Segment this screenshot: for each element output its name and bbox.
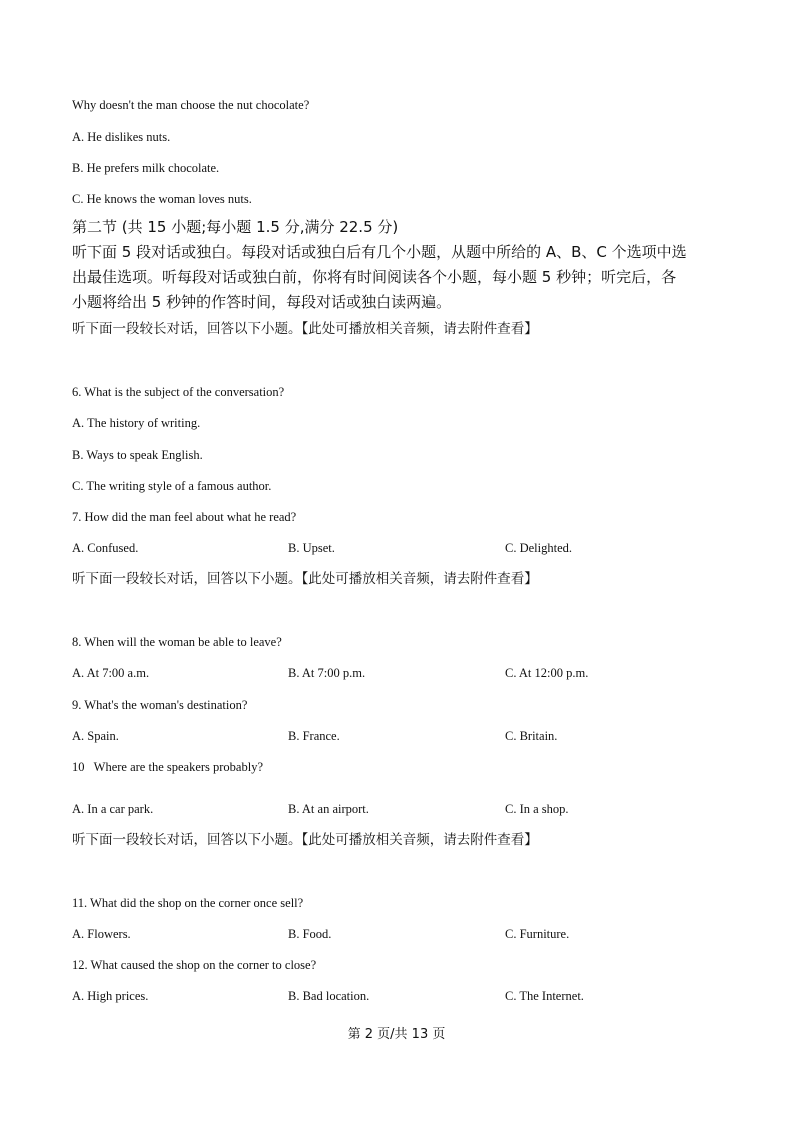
instructions-line-2: 出最佳选项。听每段对话或独白前，你将有时间阅读各个小题，每小题 5 秒钟；听完后，各 [72,268,677,286]
q10-option-a: A. In a car park. [72,802,154,816]
q9-option-b: B. France. [288,729,340,743]
audio-prompt-3: 听下面一段较长对话，回答以下小题。【此处可播放相关音频，请去附件查看】 [72,832,538,848]
page-number: 第 2 页/共 13 页 [347,1027,446,1042]
q5-option-a: A. He dislikes nuts. [72,130,171,144]
q5-option-b: B. He prefers milk chocolate. [72,161,220,175]
q6-option-b: B. Ways to speak English. [72,448,203,462]
q9-option-c: C. Britain. [505,729,558,743]
q7-option-c: C. Delighted. [505,541,573,555]
q6-option-c: C. The writing style of a famous author. [72,479,272,493]
q8-option-b: B. At 7:00 p.m. [288,666,366,680]
audio-prompt-2: 听下面一段较长对话，回答以下小题。【此处可播放相关音频，请去附件查看】 [72,571,538,587]
audio-prompt-1: 听下面一段较长对话，回答以下小题。【此处可播放相关音频，请去附件查看】 [72,321,538,337]
q12-option-b: B. Bad location. [288,989,370,1003]
instructions-line-1: 听下面 5 段对话或独白。每段对话或独白后有几个小题，从题中所给的 A、B、C 个选项中选 [72,243,687,261]
q12-option-c: C. The Internet. [505,989,584,1003]
instructions-line-3: 小题将给出 5 秒钟的作答时间，每段对话或独白读两遍。 [72,293,452,311]
q10-option-c: C. In a shop. [505,802,569,816]
question-12: 12. What caused the shop on the corner to close? [72,958,317,972]
q5-option-c: C. He knows the woman loves nuts. [72,192,252,206]
question-7: 7. How did the man feel about what he read? [72,510,297,524]
q10-option-b: B. At an airport. [288,802,369,816]
q11-option-b: B. Food. [288,927,332,941]
q7-option-a: A. Confused. [72,541,139,555]
question-5: Why doesn't the man choose the nut chocolate? [72,98,310,112]
question-9: 9. What's the woman's destination? [72,698,248,712]
q11-option-a: A. Flowers. [72,927,131,941]
question-8: 8. When will the woman be able to leave? [72,635,282,649]
q8-option-a: A. At 7:00 a.m. [72,666,150,680]
q12-option-a: A. High prices. [72,989,149,1003]
q7-option-b: B. Upset. [288,541,335,555]
question-6: 6. What is the subject of the conversation? [72,385,285,399]
q6-option-a: A. The history of writing. [72,416,201,430]
q8-option-c: C. At 12:00 p.m. [505,666,589,680]
question-10: 10 Where are the speakers probably? [72,760,264,774]
section-heading: 第二节 (共 15 小题;每小题 1.5 分,满分 22.5 分) [72,218,399,236]
q11-option-c: C. Furniture. [505,927,570,941]
q9-option-a: A. Spain. [72,729,119,743]
question-11: 11. What did the shop on the corner once sell? [72,896,304,910]
